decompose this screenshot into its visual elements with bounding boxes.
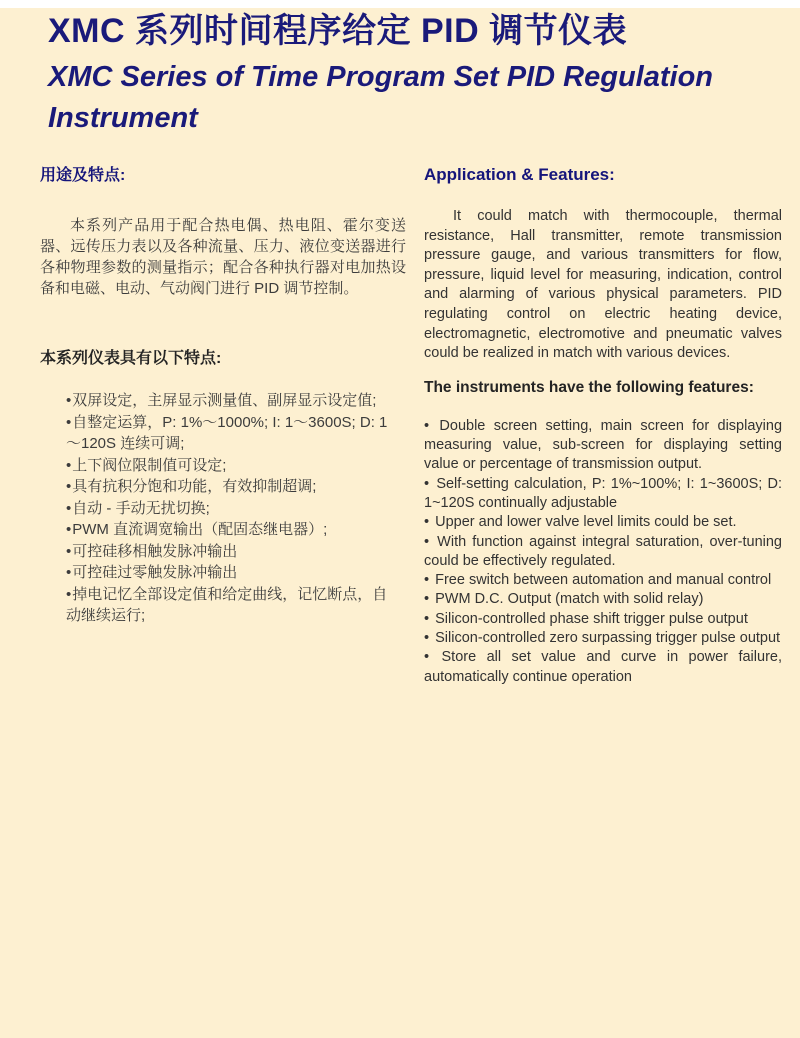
right-column-english [424,158,782,687]
feature-item: • 掉电记忆全部设定值和给定曲线，记忆断点，自动继续运行; [66,584,396,627]
feature-item: • 双屏设定，主屏显示测量值、副屏显示设定值; [66,390,396,412]
document-header [48,12,760,139]
features-list-zh [66,390,396,627]
page-title-zh: XMC 系列时间程序给定 PID 调节仪表 [48,12,628,50]
feature-item: • Self-setting calculation, P: 1%~100%; I: 1~3600S; D: 1~120S continually adjustable [424,475,782,514]
feature-item: • PWM D.C. Output (match with solid relay) [424,590,782,609]
application-heading-en: Application & Features: [424,165,615,184]
feature-item: • With function against integral saturation, over-tuning could be effectively regulated. [424,533,782,572]
application-paragraph-en: It could match with thermocouple, thermal resistance, Hall transmitter, remote transmission pressure gauge, and various transmitters for flow, pressure, liquid level for measuring, indication, control and alarming of various physical parameters. PID regulating control on electric heating device, electromagnetic, electromotive and pneumatic valves could be realized in match with various devices. [424,208,782,362]
feature-item: • Silicon-controlled zero surpassing trigger pulse output [424,629,782,648]
feature-item: • 上下阀位限制值可设定; [66,455,396,477]
feature-item: • 自整定运算，P: 1%～1000%; I: 1～3600S; D: 1～120S 连续可调; [66,412,396,455]
feature-item: • Upper and lower valve level limits could be set. [424,513,782,532]
feature-item: • Store all set value and curve in power failure, automatically continue operation [424,648,782,687]
feature-item: • 可控硅移相触发脉冲输出 [66,541,396,563]
feature-item: • 自动 - 手动无扰切换; [66,498,396,520]
document-sheet [0,8,800,1038]
feature-item: • Silicon-controlled phase shift trigger pulse output [424,610,782,629]
feature-item: • 具有抗积分饱和功能，有效抑制超调; [66,476,396,498]
feature-item: • 可控硅过零触发脉冲输出 [66,562,396,584]
features-list-en [424,417,782,687]
feature-item: • Double screen setting, main screen for displaying measuring value, sub-screen for displaying setting value or percentage of transmission output. [424,417,782,475]
application-paragraph-zh: 本系列产品用于配合热电偶、热电阻、霍尔变送器、远传压力表以及各种流量、压力、液位变送器进行各种物理参数的测量指示；配合各种执行器对电加热设备和电磁、电动、气动阀门进行 PID 调节控制。 [40,217,406,297]
page-title-en: XMC Series of Time Program Set PID Regulation Instrument [48,61,714,134]
features-heading-zh: 本系列仪表具有以下特点: [40,350,222,367]
feature-item: • PWM 直流调宽输出（配固态继电器）; [66,519,396,541]
left-column-chinese [40,158,406,627]
application-heading-zh: 用途及特点: [40,167,126,184]
feature-item: • Free switch between automation and manual control [424,571,782,590]
features-heading-en: The instruments have the following features: [424,378,754,396]
